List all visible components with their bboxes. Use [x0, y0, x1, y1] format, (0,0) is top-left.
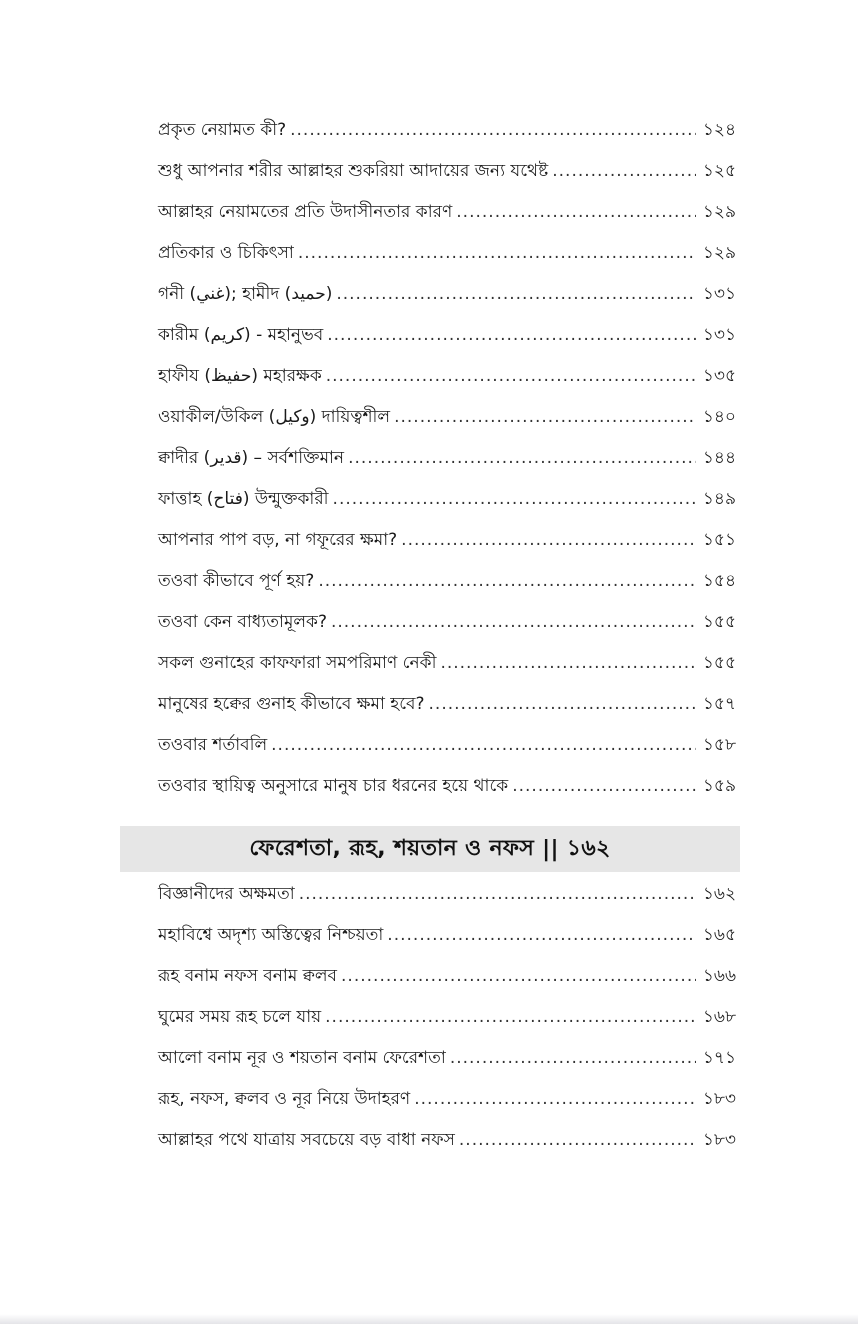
- toc-entry: [158, 479, 736, 520]
- toc-leader-dots: [298, 233, 696, 274]
- toc-entry: [158, 151, 736, 192]
- toc-entry: [158, 915, 736, 956]
- toc-entry-page-number: ১৪৪: [702, 448, 736, 468]
- section-title: ফেরেশতা, রূহ, শয়তান ও নফস: [249, 835, 535, 861]
- toc-entry-title: আপনার পাপ বড়, না গফূরের ক্ষমা?: [158, 530, 398, 550]
- toc-leader-dots: [456, 192, 696, 233]
- toc-entry: [158, 1120, 736, 1161]
- toc-leader-dots: [341, 956, 696, 997]
- toc-leader-dots: [348, 438, 696, 479]
- toc-leader-dots: [325, 997, 696, 1038]
- toc-entry-page-number: ১৫৪: [702, 571, 736, 591]
- toc-entry-page-number: ১৬৮: [702, 1007, 736, 1027]
- toc-entry: [158, 602, 736, 643]
- toc-leader-dots: [552, 151, 696, 192]
- toc-entry-title: রূহ, নফস, ক্বলব ও নূর নিয়ে উদাহরণ: [158, 1089, 411, 1109]
- toc-leader-dots: [450, 1038, 696, 1079]
- toc-leader-dots: [333, 479, 696, 520]
- toc-leader-dots: [331, 602, 696, 643]
- toc-entry-page-number: ১৪০: [702, 407, 736, 427]
- toc-entry-page-number: ১৬৫: [702, 925, 736, 945]
- toc-entry-page-number: ১৮৩: [702, 1130, 736, 1150]
- toc-leader-dots: [401, 520, 696, 561]
- toc-entry: [158, 356, 736, 397]
- toc-leader-dots: [326, 356, 696, 397]
- toc-entry: [158, 110, 736, 151]
- toc-entry-title: ঘুমের সময় রূহ চলে যায়: [158, 1007, 322, 1027]
- toc-entry-title: ক্বাদীর (قدير) – সর্বশক্তিমান: [158, 448, 345, 468]
- toc-entry-page-number: ১৫৭: [702, 694, 736, 714]
- toc-entry: [158, 643, 736, 684]
- toc-entry-page-number: ১২৯: [702, 243, 736, 263]
- toc-entry: [158, 397, 736, 438]
- toc-leader-dots: [318, 561, 696, 602]
- toc-entry-title: বিজ্ঞানীদের অক্ষমতা: [158, 884, 295, 904]
- toc-entry-title: প্রতিকার ও চিকিৎসা: [158, 243, 294, 263]
- toc-list-part1: [158, 110, 736, 807]
- toc-entry-title: সকল গুনাহের কাফফারা সমপরিমাণ নেকী: [158, 653, 437, 673]
- toc-entry-title: গনী (غني); হামীদ (حميد): [158, 284, 333, 304]
- toc-entry: [158, 315, 736, 356]
- toc-entry-page-number: ১২৪: [702, 120, 736, 140]
- toc-entry: [158, 956, 736, 997]
- toc-entry-page-number: ১৫৯: [702, 776, 736, 796]
- toc-leader-dots: [327, 315, 696, 356]
- toc-entry-title: ফাত্তাহ (فتاح) উন্মুক্তকারী: [158, 489, 329, 509]
- toc-entry: [158, 1079, 736, 1120]
- toc-entry-page-number: ১৬৬: [702, 966, 736, 986]
- toc-entry-title: তওবা কীভাবে পূর্ণ হয়?: [158, 571, 315, 591]
- toc-entry-page-number: ১৩৫: [702, 366, 736, 386]
- toc-leader-dots: [414, 1079, 696, 1120]
- page-bottom-edge: [0, 1314, 858, 1324]
- toc-entry-title: তওবা কেন বাধ্যতামূলক?: [158, 612, 327, 632]
- toc-leader-dots: [512, 766, 696, 807]
- toc-entry-page-number: ১২৯: [702, 202, 736, 222]
- toc-leader-dots: [429, 684, 696, 725]
- toc-entry: [158, 561, 736, 602]
- toc-list-part2: [158, 874, 736, 1161]
- toc-entry-page-number: ১৫৫: [702, 612, 736, 632]
- toc-entry-page-number: ১৪৯: [702, 489, 736, 509]
- toc-entry: [158, 233, 736, 274]
- toc-entry: [158, 520, 736, 561]
- toc-entry: [158, 192, 736, 233]
- toc-entry-title: ওয়াকীল/উকিল (وكيل) দায়িত্বশীল: [158, 407, 391, 427]
- toc-entry: [158, 438, 736, 479]
- section-separator: ||: [542, 836, 559, 862]
- toc-leader-dots: [290, 110, 696, 151]
- toc-entry: [158, 684, 736, 725]
- toc-entry-title: শুধু আপনার শরীর আল্লাহর শুকরিয়া আদায়ের জন্য যথেষ্ট: [158, 161, 549, 181]
- toc-entry-page-number: ১২৫: [702, 161, 736, 181]
- toc-entry-page-number: ১৫৮: [702, 735, 736, 755]
- toc-leader-dots: [459, 1120, 696, 1161]
- toc-entry-page-number: ১৫৫: [702, 653, 736, 673]
- toc-entry-title: মহাবিশ্বে অদৃশ্য অস্তিত্বের নিশ্চয়তা: [158, 925, 384, 945]
- toc-leader-dots: [394, 397, 696, 438]
- toc-entry-title: কারীম (كريم) - মহানুভব: [158, 325, 324, 345]
- toc-leader-dots: [440, 643, 696, 684]
- toc-entry-title: তওবার শর্তাবলি: [158, 735, 268, 755]
- toc-entry-page-number: ১৮৩: [702, 1089, 736, 1109]
- toc-entry: [158, 1038, 736, 1079]
- toc-leader-dots: [336, 274, 696, 315]
- toc-entry-title: মানুষের হক্বের গুনাহ কীভাবে ক্ষমা হবে?: [158, 694, 425, 714]
- toc-entry-page-number: ১৩১: [702, 284, 736, 304]
- toc-entry-page-number: ১৬২: [702, 884, 736, 904]
- toc-entry-title: আল্লাহর পথে যাত্রায় সবচেয়ে বড় বাধা নফস: [158, 1130, 455, 1150]
- section-header: [120, 826, 740, 872]
- toc-entry: [158, 766, 736, 807]
- toc-entry: [158, 274, 736, 315]
- toc-entry-page-number: ১৩১: [702, 325, 736, 345]
- section-page-number: ১৬২: [566, 835, 611, 861]
- toc-entry: [158, 874, 736, 915]
- toc-entry-title: তওবার স্থায়িত্ব অনুসারে মানুষ চার ধরনের হয়ে থাকে: [158, 776, 509, 796]
- toc-entry-title: প্রকৃত নেয়ামত কী?: [158, 120, 287, 140]
- toc-leader-dots: [299, 874, 696, 915]
- toc-entry-title: হাফীয (حفيظ) মহারক্ষক: [158, 366, 322, 386]
- toc-entry: [158, 997, 736, 1038]
- toc-entry-page-number: ১৭১: [702, 1048, 736, 1068]
- toc-entry-page-number: ১৫১: [702, 530, 736, 550]
- toc-entry-title: আলো বনাম নূর ও শয়তান বনাম ফেরেশতা: [158, 1048, 446, 1068]
- toc-leader-dots: [387, 915, 696, 956]
- toc-leader-dots: [271, 725, 696, 766]
- toc-entry-title: আল্লাহর নেয়ামতের প্রতি উদাসীনতার কারণ: [158, 202, 453, 222]
- toc-entry: [158, 725, 736, 766]
- toc-entry-title: রূহ বনাম নফস বনাম ক্বলব: [158, 966, 338, 986]
